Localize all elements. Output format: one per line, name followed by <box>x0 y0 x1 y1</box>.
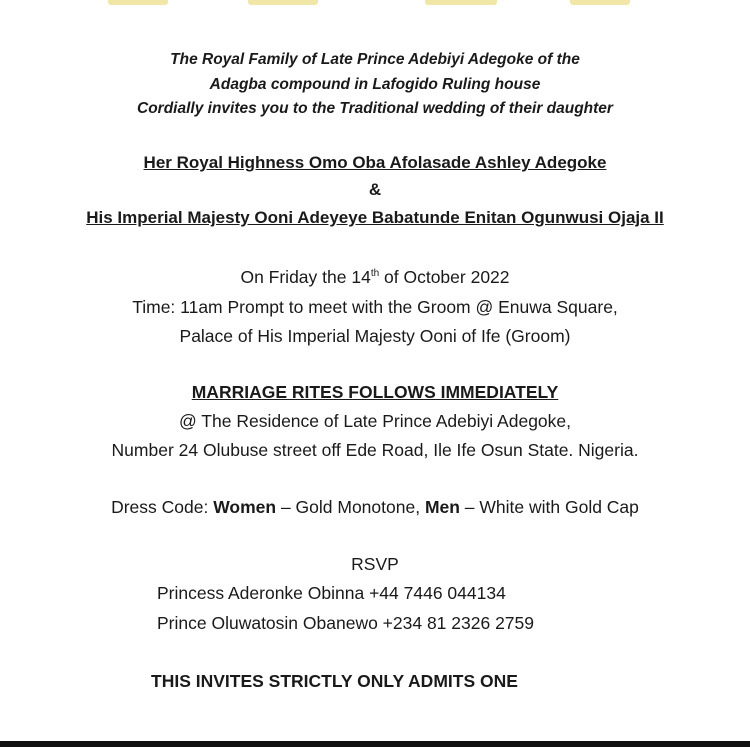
dress-code-women-value: – Gold Monotone, <box>276 497 425 517</box>
event-time: Time: 11am Prompt to meet with the Groom @ Enuwa Square, <box>132 297 618 317</box>
event-venue: Palace of His Imperial Majesty Ooni of Ife (Groom) <box>179 326 571 346</box>
top-ornament <box>248 0 318 5</box>
invitation-header-line-2: Adagba compound in Lafogido Ruling house <box>209 76 541 93</box>
top-ornament <box>570 0 630 5</box>
event-date <box>0 267 750 288</box>
marriage-rites-heading: MARRIAGE RITES FOLLOWS IMMEDIATELY <box>191 382 559 402</box>
event-date-rest: of October 2022 <box>379 267 510 287</box>
invitation-header-line-1: The Royal Family of Late Prince Adebiyi Adegoke of the <box>170 51 580 68</box>
dress-code <box>0 497 750 518</box>
event-date-suffix: th <box>370 268 380 279</box>
dress-code-men-label: Men <box>424 497 460 517</box>
groom-name: His Imperial Majesty Ooni Adeyeye Babatunde Enitan Ogunwusi Ojaja II <box>86 208 664 227</box>
dress-code-label: Dress Code: <box>111 497 214 517</box>
invitation-header-line-3: Cordially invites you to the Traditional wedding of their daughter <box>137 100 613 117</box>
bottom-rule <box>0 741 750 747</box>
event-date-prefix: On Friday the 14 <box>240 267 371 287</box>
top-ornament <box>425 0 497 5</box>
top-ornament <box>108 0 168 5</box>
top-decorative-strip <box>0 0 750 8</box>
dress-code-women-label: Women <box>213 497 277 517</box>
rsvp-contact-1: Princess Aderonke Obinna +44 7446 044134 <box>157 583 506 603</box>
admission-notice: THIS INVITES STRICTLY ONLY ADMITS ONE <box>151 671 518 691</box>
rites-address-line-1: @ The Residence of Late Prince Adebiyi Adegoke, <box>179 411 571 431</box>
dress-code-men-value: – White with Gold Cap <box>459 497 639 517</box>
rsvp-heading: RSVP <box>351 554 399 574</box>
ampersand: & <box>368 180 382 199</box>
rsvp-contact-2: Prince Oluwatosin Obanewo +234 81 2326 2759 <box>157 613 535 633</box>
bride-name: Her Royal Highness Omo Oba Afolasade Ashley Adegoke <box>143 153 607 172</box>
rites-address-line-2: Number 24 Olubuse street off Ede Road, Ile Ife Osun State. Nigeria. <box>111 440 639 460</box>
